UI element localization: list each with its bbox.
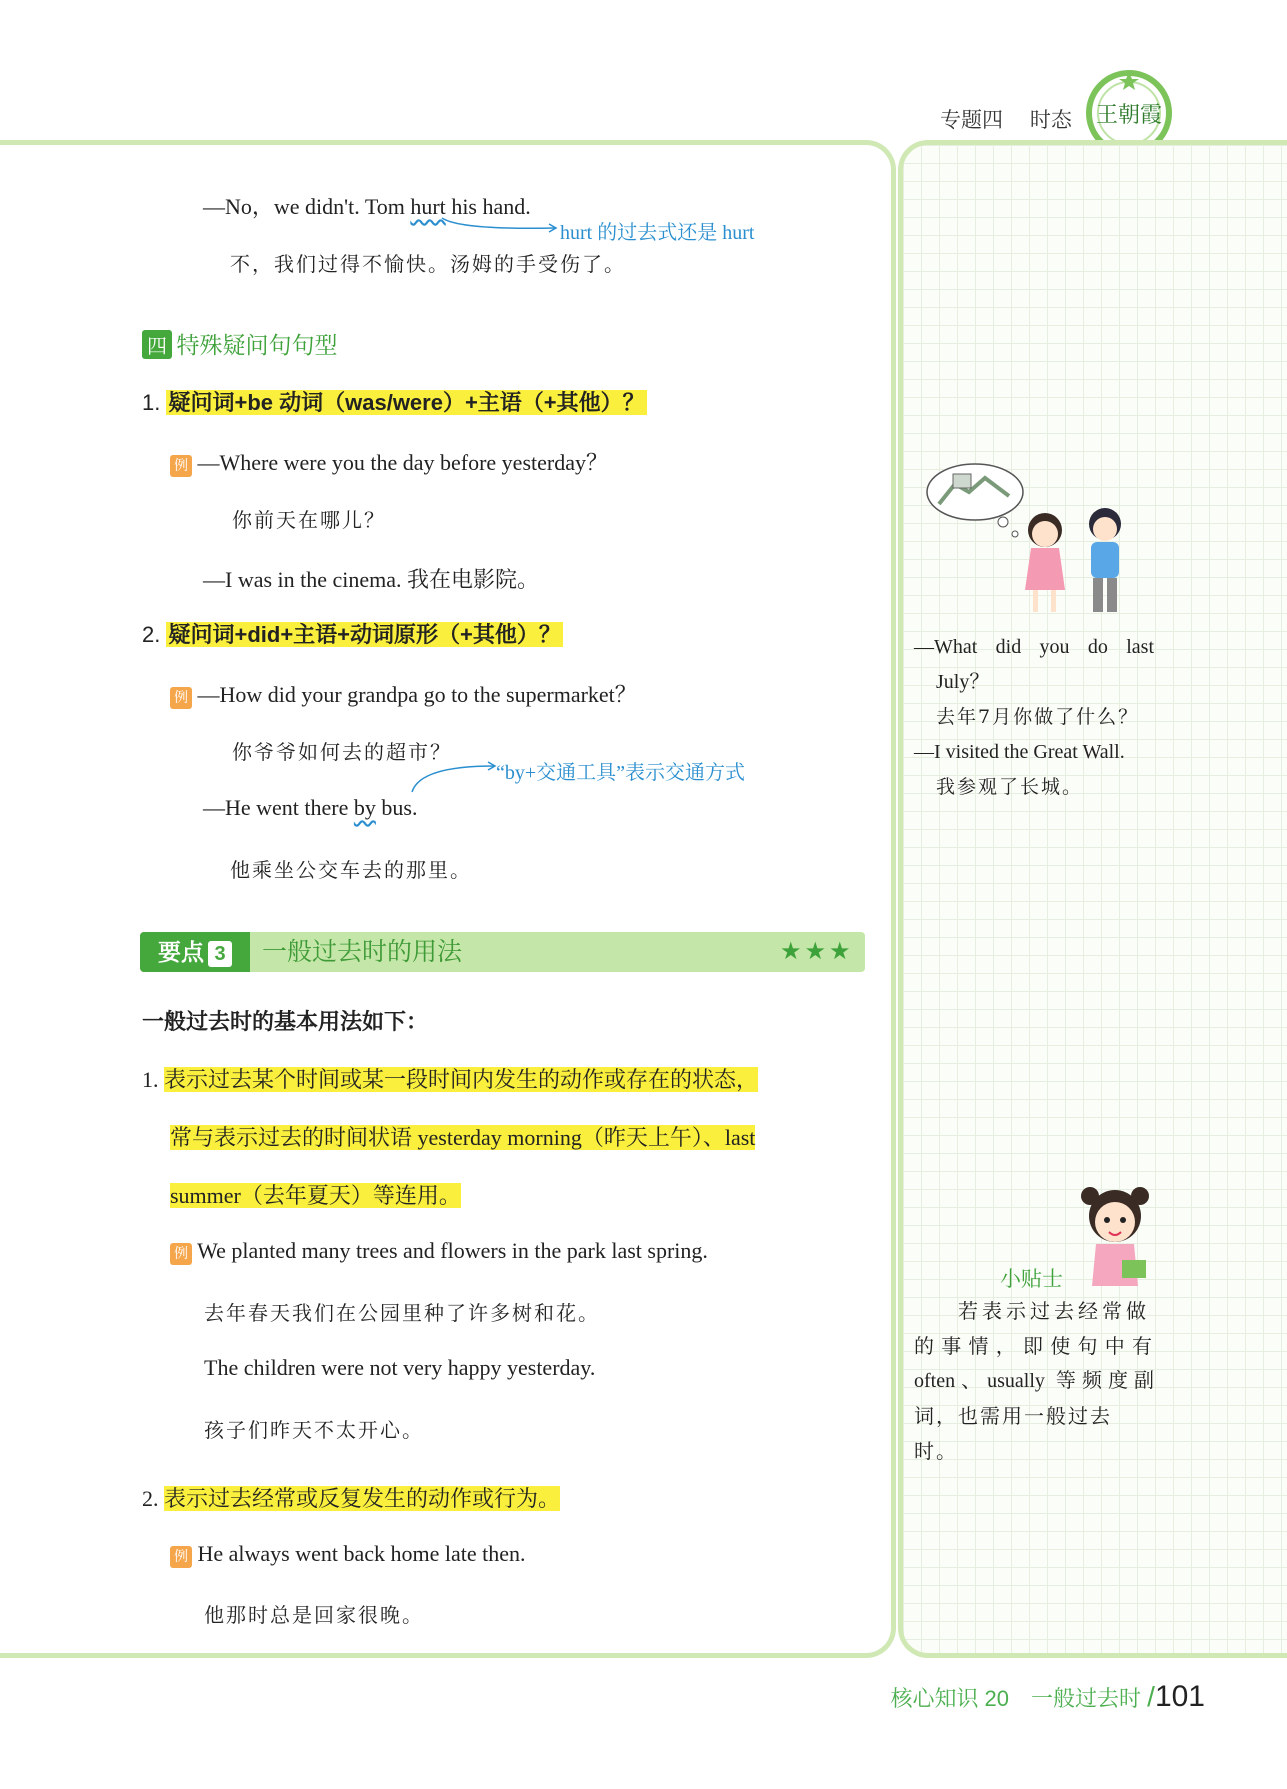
- usage-item-1-line-2: [170, 1121, 755, 1152]
- example-1-question-cn: 你前天在哪儿？: [232, 508, 386, 532]
- page-number: 101: [1154, 1680, 1205, 1713]
- key-point-label: [140, 932, 250, 972]
- pattern-1: [142, 386, 647, 417]
- tip-line: often、usually 等频度副: [914, 1370, 1154, 1392]
- usage-item-2-number: 2.: [142, 1486, 159, 1511]
- example-1-answer: —I was in the cinema. 我在电影院。: [203, 567, 540, 592]
- answer-text-a: —No，we didn't. Tom: [203, 194, 411, 219]
- answer-keyword: by: [353, 795, 376, 820]
- usage-1-example-1-text: We planted many trees and flowers in the park last spring.: [197, 1238, 708, 1263]
- example-2-question-text: —How did your grandpa go to the supermarket？: [197, 682, 637, 707]
- sidebar-dialog-line: 我参观了长城。: [936, 776, 1084, 798]
- usage-item-1-text: 表示过去某个时间或某一段时间内发生的动作或存在的状态，: [164, 1067, 759, 1092]
- tip-line: 若表示过去经常做: [958, 1299, 1150, 1323]
- usage-item-2: [142, 1482, 560, 1513]
- example-2-answer: [203, 795, 417, 821]
- tip-girl-illustration: [1076, 1180, 1154, 1292]
- usage-item-2-text: 表示过去经常或反复发生的动作或行为。: [164, 1486, 561, 1511]
- usage-1-example-2: The children were not very happy yesterday.: [204, 1355, 596, 1380]
- usage-2-example-cn: 他那时总是回家很晚。: [204, 1603, 424, 1627]
- dialog-answer-translation: 不，我们过得不愉快。汤姆的手受伤了。: [230, 252, 626, 276]
- key-point-title: 一般过去时的用法: [262, 938, 463, 966]
- usage-2-example-text: He always went back home late then.: [197, 1541, 526, 1566]
- tip-title: 小贴士: [1000, 1268, 1063, 1291]
- example-icon: 例: [170, 1243, 192, 1265]
- sidebar-dialog-line: July？: [936, 671, 990, 693]
- sidebar-dialog-line: —I visited the Great Wall.: [914, 741, 1125, 763]
- example-icon: 例: [170, 1546, 192, 1568]
- header-section: 专题四: [940, 109, 1003, 132]
- answer-keyword: hurt: [410, 194, 446, 219]
- example-icon: 例: [170, 687, 192, 709]
- usage-intro: 一般过去时的基本用法如下：: [142, 1009, 429, 1034]
- tip-line: 词，也需用一般过去时。: [914, 1404, 1112, 1463]
- usage-1-example-1: [170, 1238, 708, 1265]
- example-icon: 例: [170, 455, 192, 477]
- main-content-frame: [0, 140, 896, 1658]
- example-2-question-cn: 你爷爷如何去的超市？: [232, 740, 452, 764]
- section4-title: 特殊疑问句句型: [176, 332, 338, 358]
- hurt-note: hurt 的过去式还是 hurt: [560, 222, 755, 244]
- logo-text: 王朝霞: [1095, 103, 1162, 128]
- usage-item-1-line-1: [142, 1063, 758, 1094]
- tip-body: [914, 1294, 1154, 1469]
- usage-item-1-line-3: [170, 1179, 461, 1210]
- pattern-2: [142, 618, 563, 649]
- pattern-2-number: 2.: [142, 622, 161, 647]
- pattern-1-number: 1.: [142, 390, 161, 415]
- sidebar-dialog-line: —What did you do last: [914, 636, 1154, 658]
- usage-item-1-text: summer（去年夏天）等连用。: [170, 1183, 461, 1208]
- usage-item-1-text: 常与表示过去的时间状语 yesterday morning（昨天上午）、last: [170, 1125, 756, 1150]
- sidebar-dialog-line: 去年7月你做了什么？: [936, 706, 1140, 728]
- example-2-question: [170, 678, 637, 709]
- answer-text-b: bus.: [375, 795, 418, 820]
- tip-line: 的事情，即使句中有: [914, 1334, 1154, 1358]
- key-point-number: 3: [208, 941, 232, 967]
- note-arrow-1: [440, 214, 560, 236]
- kids-great-wall-illustration: [925, 462, 1145, 624]
- usage-item-1-number: 1.: [142, 1067, 159, 1092]
- section4-heading: [142, 327, 337, 360]
- header-topic: 时态: [1029, 109, 1072, 132]
- usage-2-example: [170, 1541, 526, 1568]
- key-point-label-text: 要点: [158, 939, 204, 965]
- answer-text-b: his hand.: [445, 194, 531, 219]
- example-1-question: [170, 446, 608, 477]
- section4-badge: 四: [142, 330, 172, 359]
- note-arrow-2: [408, 760, 498, 796]
- by-transport-note: “by+交通工具”表示交通方式: [496, 762, 746, 784]
- header-title: [940, 104, 1072, 134]
- example-2-answer-cn: 他乘坐公交车去的那里。: [230, 858, 472, 882]
- footer-chapter: 核心知识 20 一般过去时: [890, 1686, 1142, 1711]
- usage-1-example-2-cn: 孩子们昨天不太开心。: [204, 1418, 424, 1442]
- example-1-question-text: —Where were you the day before yesterday？: [197, 450, 608, 475]
- pattern-1-text: 疑问词+be 动词（was/were）+主语（+其他）？: [168, 390, 645, 415]
- difficulty-stars: ★★★: [780, 939, 854, 965]
- answer-text-a: —He went there: [203, 795, 354, 820]
- page-footer: [890, 1680, 1205, 1714]
- footer-divider: /: [1147, 1681, 1155, 1712]
- sidebar-dialog: [914, 630, 1154, 805]
- usage-1-example-1-cn: 去年春天我们在公园里种了许多树和花。: [204, 1301, 600, 1325]
- pattern-2-text: 疑问词+did+主语+动词原形（+其他）？: [168, 622, 561, 647]
